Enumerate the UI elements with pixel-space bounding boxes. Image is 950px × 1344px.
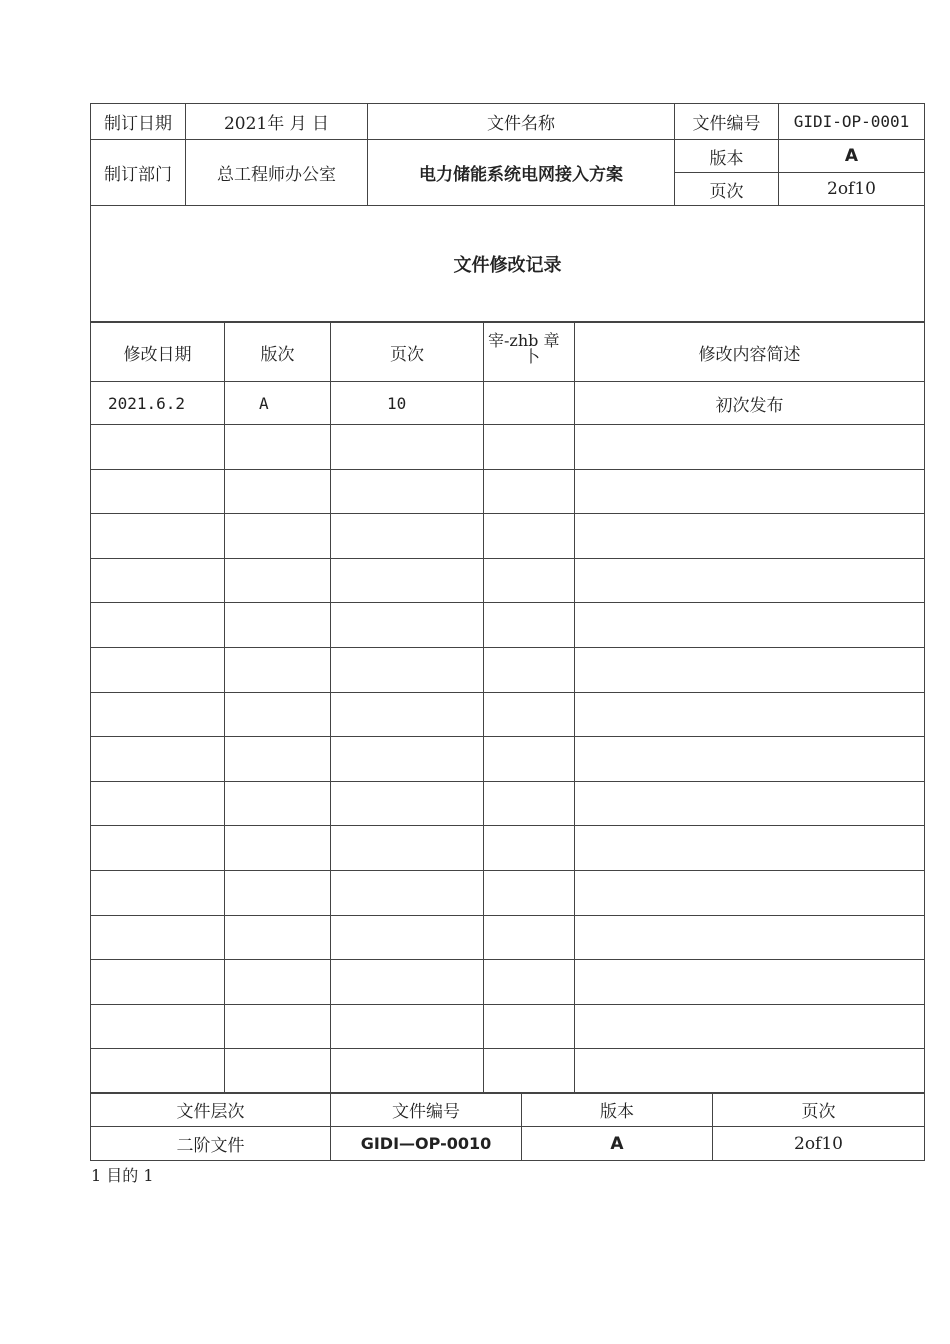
table-cell (484, 558, 575, 603)
table-cell (225, 737, 331, 782)
table-cell (484, 425, 575, 470)
table-cell (484, 469, 575, 514)
table-cell (91, 692, 225, 737)
table-cell (91, 960, 225, 1005)
table-cell (225, 514, 331, 559)
table-cell (91, 647, 225, 692)
table-row (91, 382, 925, 425)
table-row (91, 960, 925, 1005)
table-cell (225, 826, 331, 871)
table-cell (91, 737, 225, 782)
table-cell (575, 737, 925, 782)
table-cell (575, 603, 925, 648)
table-row (91, 781, 925, 826)
dept-value: 总工程师办公室 (186, 140, 368, 206)
doc-name-label: 文件名称 (368, 104, 675, 140)
table-cell (331, 781, 484, 826)
table-cell (225, 469, 331, 514)
table-cell (484, 960, 575, 1005)
table-row (91, 826, 925, 871)
table-cell (331, 469, 484, 514)
table-cell (484, 1049, 575, 1094)
table-row (91, 603, 925, 648)
table-cell: 2021.6.2 (91, 382, 225, 425)
signature-column-header (484, 323, 575, 382)
table-cell (91, 425, 225, 470)
column-header: 修改日期 (91, 323, 225, 382)
version-label: 版本 (675, 140, 779, 173)
body-text: 1 目的 1 (91, 1166, 154, 1185)
table-cell (225, 425, 331, 470)
table-cell (91, 826, 225, 871)
table-cell (331, 960, 484, 1005)
table-row (91, 1004, 925, 1049)
footer-level-value: 二阶文件 (91, 1127, 331, 1161)
document-footer-table (90, 1092, 925, 1161)
table-cell (225, 603, 331, 648)
table-cell (484, 915, 575, 960)
table-cell (331, 737, 484, 782)
table-cell (484, 781, 575, 826)
table-cell (91, 603, 225, 648)
table-row (91, 469, 925, 514)
table-cell (91, 781, 225, 826)
section-title: 文件修改记录 (91, 206, 925, 322)
table-cell (225, 647, 331, 692)
table-cell (484, 514, 575, 559)
version-value: A (779, 140, 925, 173)
footer-page-value: 2of10 (713, 1127, 925, 1161)
table-cell (225, 915, 331, 960)
table-cell (484, 603, 575, 648)
table-cell (225, 692, 331, 737)
table-cell (575, 692, 925, 737)
table-cell (575, 1049, 925, 1094)
table-cell (91, 469, 225, 514)
revision-header-row (91, 323, 925, 382)
date-label: 制订日期 (91, 104, 186, 140)
page-value: 2of10 (779, 173, 925, 206)
table-cell (575, 647, 925, 692)
doc-no-label: 文件编号 (675, 104, 779, 140)
table-cell: 初次发布 (575, 382, 925, 425)
signature-header-extra: 卜 (524, 347, 541, 366)
doc-title: 电力储能系统电网接入方案 (368, 140, 675, 206)
footer-page-label: 页次 (713, 1093, 925, 1127)
table-row (91, 737, 925, 782)
table-cell (484, 382, 575, 425)
table-cell (575, 425, 925, 470)
document-header-table (90, 103, 925, 322)
table-cell (331, 603, 484, 648)
table-cell (575, 469, 925, 514)
table-row (91, 514, 925, 559)
table-cell (331, 425, 484, 470)
table-cell (331, 826, 484, 871)
column-header: 版次 (225, 323, 331, 382)
table-cell (225, 1049, 331, 1094)
table-row (91, 425, 925, 470)
table-cell (91, 558, 225, 603)
table-cell (331, 514, 484, 559)
table-cell (331, 647, 484, 692)
table-cell (225, 870, 331, 915)
table-cell (331, 1004, 484, 1049)
table-cell (484, 1004, 575, 1049)
table-cell (91, 1004, 225, 1049)
table-row (91, 647, 925, 692)
column-header: 修改内容简述 (575, 323, 925, 382)
dept-label: 制订部门 (91, 140, 186, 206)
table-cell (575, 870, 925, 915)
table-cell (575, 915, 925, 960)
table-cell (331, 1049, 484, 1094)
table-cell (575, 514, 925, 559)
table-row (91, 870, 925, 915)
table-cell (575, 826, 925, 871)
table-row (91, 1049, 925, 1094)
table-cell (484, 870, 575, 915)
table-cell (331, 870, 484, 915)
table-cell (225, 1004, 331, 1049)
table-cell (484, 692, 575, 737)
page-label: 页次 (675, 173, 779, 206)
table-cell (91, 514, 225, 559)
table-cell (91, 870, 225, 915)
signature-header-text: 宰-zhb 章 (488, 331, 560, 350)
footer-version-label: 版本 (522, 1093, 713, 1127)
table-row (91, 915, 925, 960)
table-cell (91, 915, 225, 960)
table-cell (331, 692, 484, 737)
footer-doc-no-value: GIDI—OP-0010 (331, 1127, 522, 1161)
table-cell (331, 558, 484, 603)
table-cell (575, 558, 925, 603)
table-cell (331, 915, 484, 960)
revision-table (90, 322, 925, 1094)
table-row (91, 558, 925, 603)
table-cell (91, 1049, 225, 1094)
table-row (91, 692, 925, 737)
table-cell (575, 960, 925, 1005)
table-cell (484, 647, 575, 692)
footer-doc-no-label: 文件编号 (331, 1093, 522, 1127)
table-cell (484, 826, 575, 871)
table-cell (225, 558, 331, 603)
table-cell (225, 781, 331, 826)
table-cell (575, 781, 925, 826)
footer-level-label: 文件层次 (91, 1093, 331, 1127)
footer-version-value: A (522, 1127, 713, 1161)
table-cell (225, 960, 331, 1005)
column-header: 页次 (331, 323, 484, 382)
doc-no-value: GIDI-OP-0001 (779, 104, 925, 140)
table-cell (484, 737, 575, 782)
table-cell: A (225, 382, 331, 425)
table-cell: 10 (331, 382, 484, 425)
table-cell (575, 1004, 925, 1049)
date-value: 2021年 月 日 (186, 104, 368, 140)
